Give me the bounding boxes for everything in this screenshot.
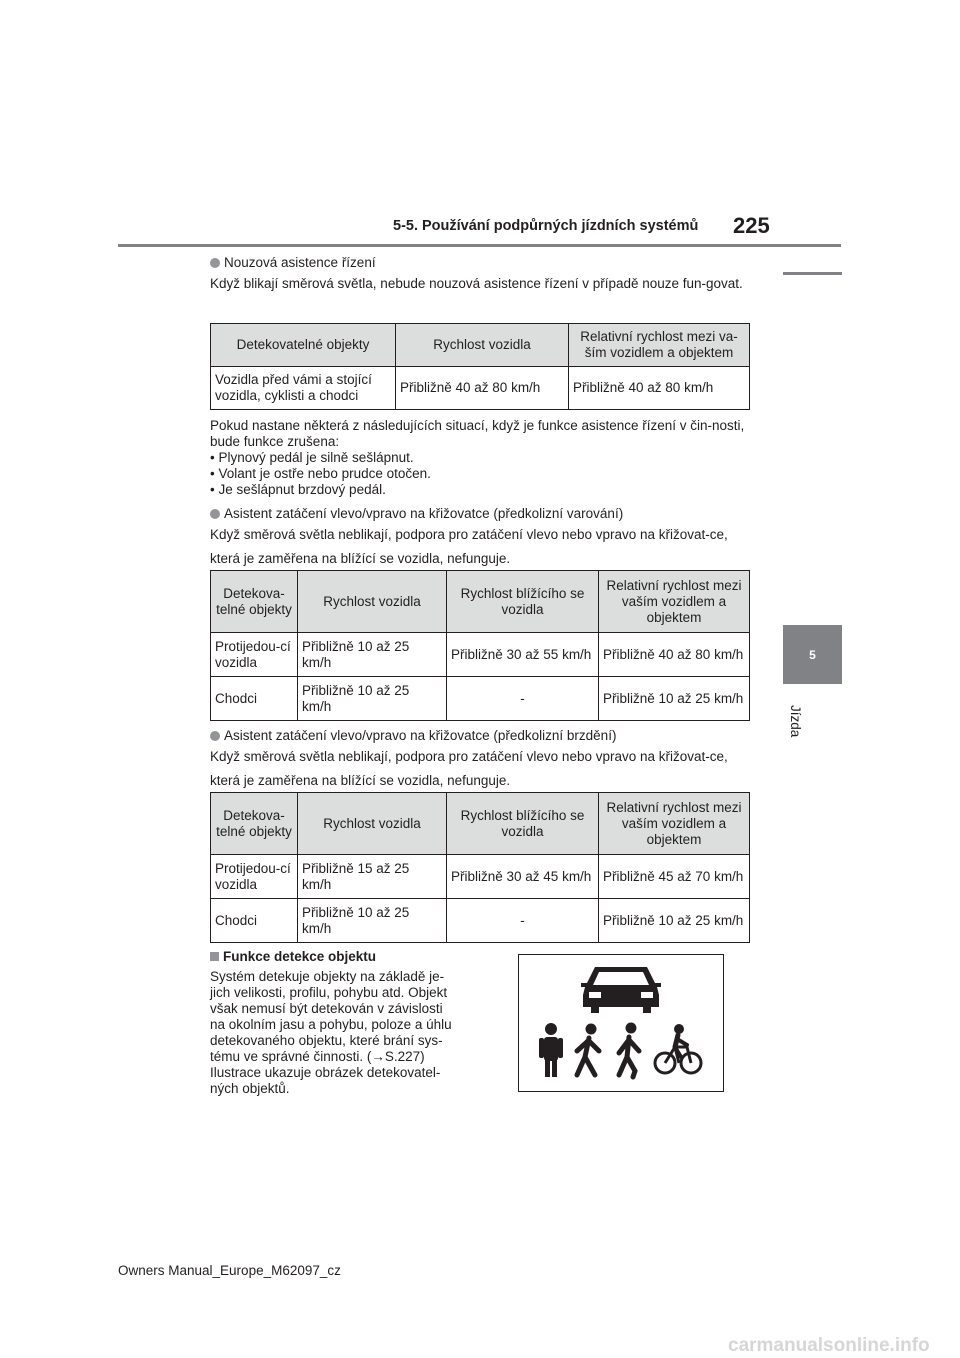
header-rule: [118, 244, 841, 247]
list-item: • Plynový pedál je silně sešlápnut.: [210, 450, 414, 465]
table-cell: Přibližně 40 až 80 km/h: [396, 367, 569, 410]
list-item-text: Plynový pedál je silně sešlápnut.: [218, 450, 414, 465]
section2-heading-text: Asistent zatáčení vlevo/vpravo na křižovatce (předkolizní varování): [224, 506, 624, 521]
detectable-objects-svg: [519, 955, 723, 1091]
table-row: [211, 855, 750, 899]
table-cell: Přibližně 10 až 25 km/h: [599, 677, 750, 721]
table-cell: Přibližně 10 až 25 km/h: [298, 677, 447, 721]
side-tab-rule: [783, 272, 842, 275]
table-cell: -: [447, 677, 599, 721]
chapter-label: [781, 705, 809, 765]
table-cell: Přibližně 10 až 25 km/h: [298, 633, 447, 677]
bullet-dot-icon: [210, 258, 220, 268]
section3-heading-text: Asistent zatáčení vlevo/vpravo na křižovatce (předkolizní brzdění): [224, 728, 617, 743]
table-cell: Vozidla před vámi a stojící vozidla, cyklisti a chodci: [211, 367, 396, 410]
table-cell: Přibližně 30 až 55 km/h: [447, 633, 599, 677]
table-header-cell: Relativní rychlost mezi va-ším vozidlem a objektem: [569, 324, 750, 367]
text-line: na okolním jasu a pohybu, poloze a úhlu: [210, 1017, 452, 1032]
watermark: carmanualsonline.info: [728, 1335, 930, 1356]
table-header-row: [211, 324, 750, 367]
table-row: [211, 367, 750, 410]
table-cell: Protijedou-cí vozidla: [211, 633, 298, 677]
text-line: detekovaného objektu, které brání sys-: [210, 1033, 443, 1048]
table-cell: Přibližně 30 až 45 km/h: [447, 855, 599, 899]
table-cell: Přibližně 15 až 25 km/h: [298, 855, 447, 899]
section4-heading-text: Funkce detekce objektu: [223, 949, 377, 964]
table-header-cell: Detekova-telné objekty: [211, 571, 298, 633]
section1-after-text: Pokud nastane některá z následujících situací, když je funkce asistence řízení v čin-nosti, bude funkce zrušena:: [210, 418, 745, 449]
table-cell: Přibližně 10 až 25 km/h: [599, 899, 750, 943]
section2-heading: [210, 506, 623, 521]
table-cell: Přibližně 40 až 80 km/h: [599, 633, 750, 677]
table-header-cell: Rychlost vozidla: [298, 793, 447, 855]
standing-pedestrian-icon: [539, 1023, 563, 1077]
text-line: tému ve správné činnosti. (→S.227): [210, 1049, 425, 1064]
walking-pedestrian-icon: [577, 1024, 599, 1076]
section3-table: [210, 792, 750, 943]
table-cell: Protijedou-cí vozidla: [211, 855, 298, 899]
section1-list: [210, 450, 750, 498]
detectable-objects-illustration: [518, 954, 724, 1092]
table-header-cell: Rychlost blížícího se vozidla: [447, 571, 599, 633]
table-row: [211, 899, 750, 943]
footer-text: Owners Manual_Europe_M62097_cz: [118, 1263, 341, 1278]
section4-text: [210, 969, 510, 1097]
walking-pedestrian-icon: [619, 1023, 639, 1078]
section1-heading-text: Nouzová asistence řízení: [224, 255, 376, 270]
section3-text: Když směrová světla neblikají, podpora pro zatáčení vlevo nebo vpravo na křižovat-ce, která je zaměřena na blížící se vozidla, nefunguje.: [210, 749, 728, 788]
cyclist-icon: [655, 1024, 701, 1073]
text-line: Ilustrace ukazuje obrázek detekovatel-: [210, 1065, 441, 1080]
section1-table: [210, 323, 750, 410]
chapter-tab: [783, 625, 842, 684]
bullet-dot-icon: [210, 731, 220, 741]
chapter-number: 5: [809, 647, 816, 662]
section3-heading: [210, 728, 616, 743]
table-header-cell: Rychlost vozidla: [396, 324, 569, 367]
text-line: ných objektů.: [210, 1081, 290, 1096]
table-cell: Přibližně 10 až 25 km/h: [298, 899, 447, 943]
table-cell: Přibližně 45 až 70 km/h: [599, 855, 750, 899]
bullet-square-icon: [210, 952, 219, 961]
section-title: 5-5. Používání podpůrných jízdních systémů: [393, 218, 699, 234]
page-number: 225: [733, 213, 770, 238]
table-header-cell: Relativní rychlost mezi vaším vozidlem a objektem: [599, 571, 750, 633]
table-header-cell: Rychlost blížícího se vozidla: [447, 793, 599, 855]
car-icon: [581, 967, 661, 1013]
table-cell: Chodci: [211, 899, 298, 943]
section1-text: Když blikají směrová světla, nebude nouzová asistence řízení v případě nouze fun-govat.: [210, 276, 743, 291]
table-header-cell: Relativní rychlost mezi vaším vozidlem a objektem: [599, 793, 750, 855]
section4-heading: [210, 949, 376, 964]
text-line: Systém detekuje objekty na základě je-: [210, 969, 445, 984]
text-line: však nemusí být detekován v závislosti: [210, 1001, 443, 1016]
table-row: [211, 633, 750, 677]
section2-text: Když směrová světla neblikají, podpora pro zatáčení vlevo nebo vpravo na křižovat-ce, která je zaměřena na blížící se vozidla, nefunguje.: [210, 527, 728, 566]
table-header-cell: Detekovatelné objekty: [211, 324, 396, 367]
table-cell: -: [447, 899, 599, 943]
list-item: • Je sešlápnut brzdový pedál.: [210, 482, 386, 497]
section1-heading: [210, 255, 376, 270]
list-item: • Volant je ostře nebo prudce otočen.: [210, 466, 431, 481]
table-header-row: [211, 793, 750, 855]
bullet-dot-icon: [210, 509, 220, 519]
list-item-text: Volant je ostře nebo prudce otočen.: [218, 466, 431, 481]
list-item-text: Je sešlápnut brzdový pedál.: [218, 482, 386, 497]
table-row: [211, 677, 750, 721]
section2-table: [210, 570, 750, 721]
table-cell: Chodci: [211, 677, 298, 721]
table-cell: Přibližně 40 až 80 km/h: [569, 367, 750, 410]
table-header-cell: Rychlost vozidla: [298, 571, 447, 633]
table-header-cell: Detekova-telné objekty: [211, 793, 298, 855]
chapter-label-text: Jízda: [788, 705, 803, 738]
table-header-row: [211, 571, 750, 633]
text-line: jich velikosti, profilu, pohybu atd. Objekt: [210, 985, 448, 1000]
